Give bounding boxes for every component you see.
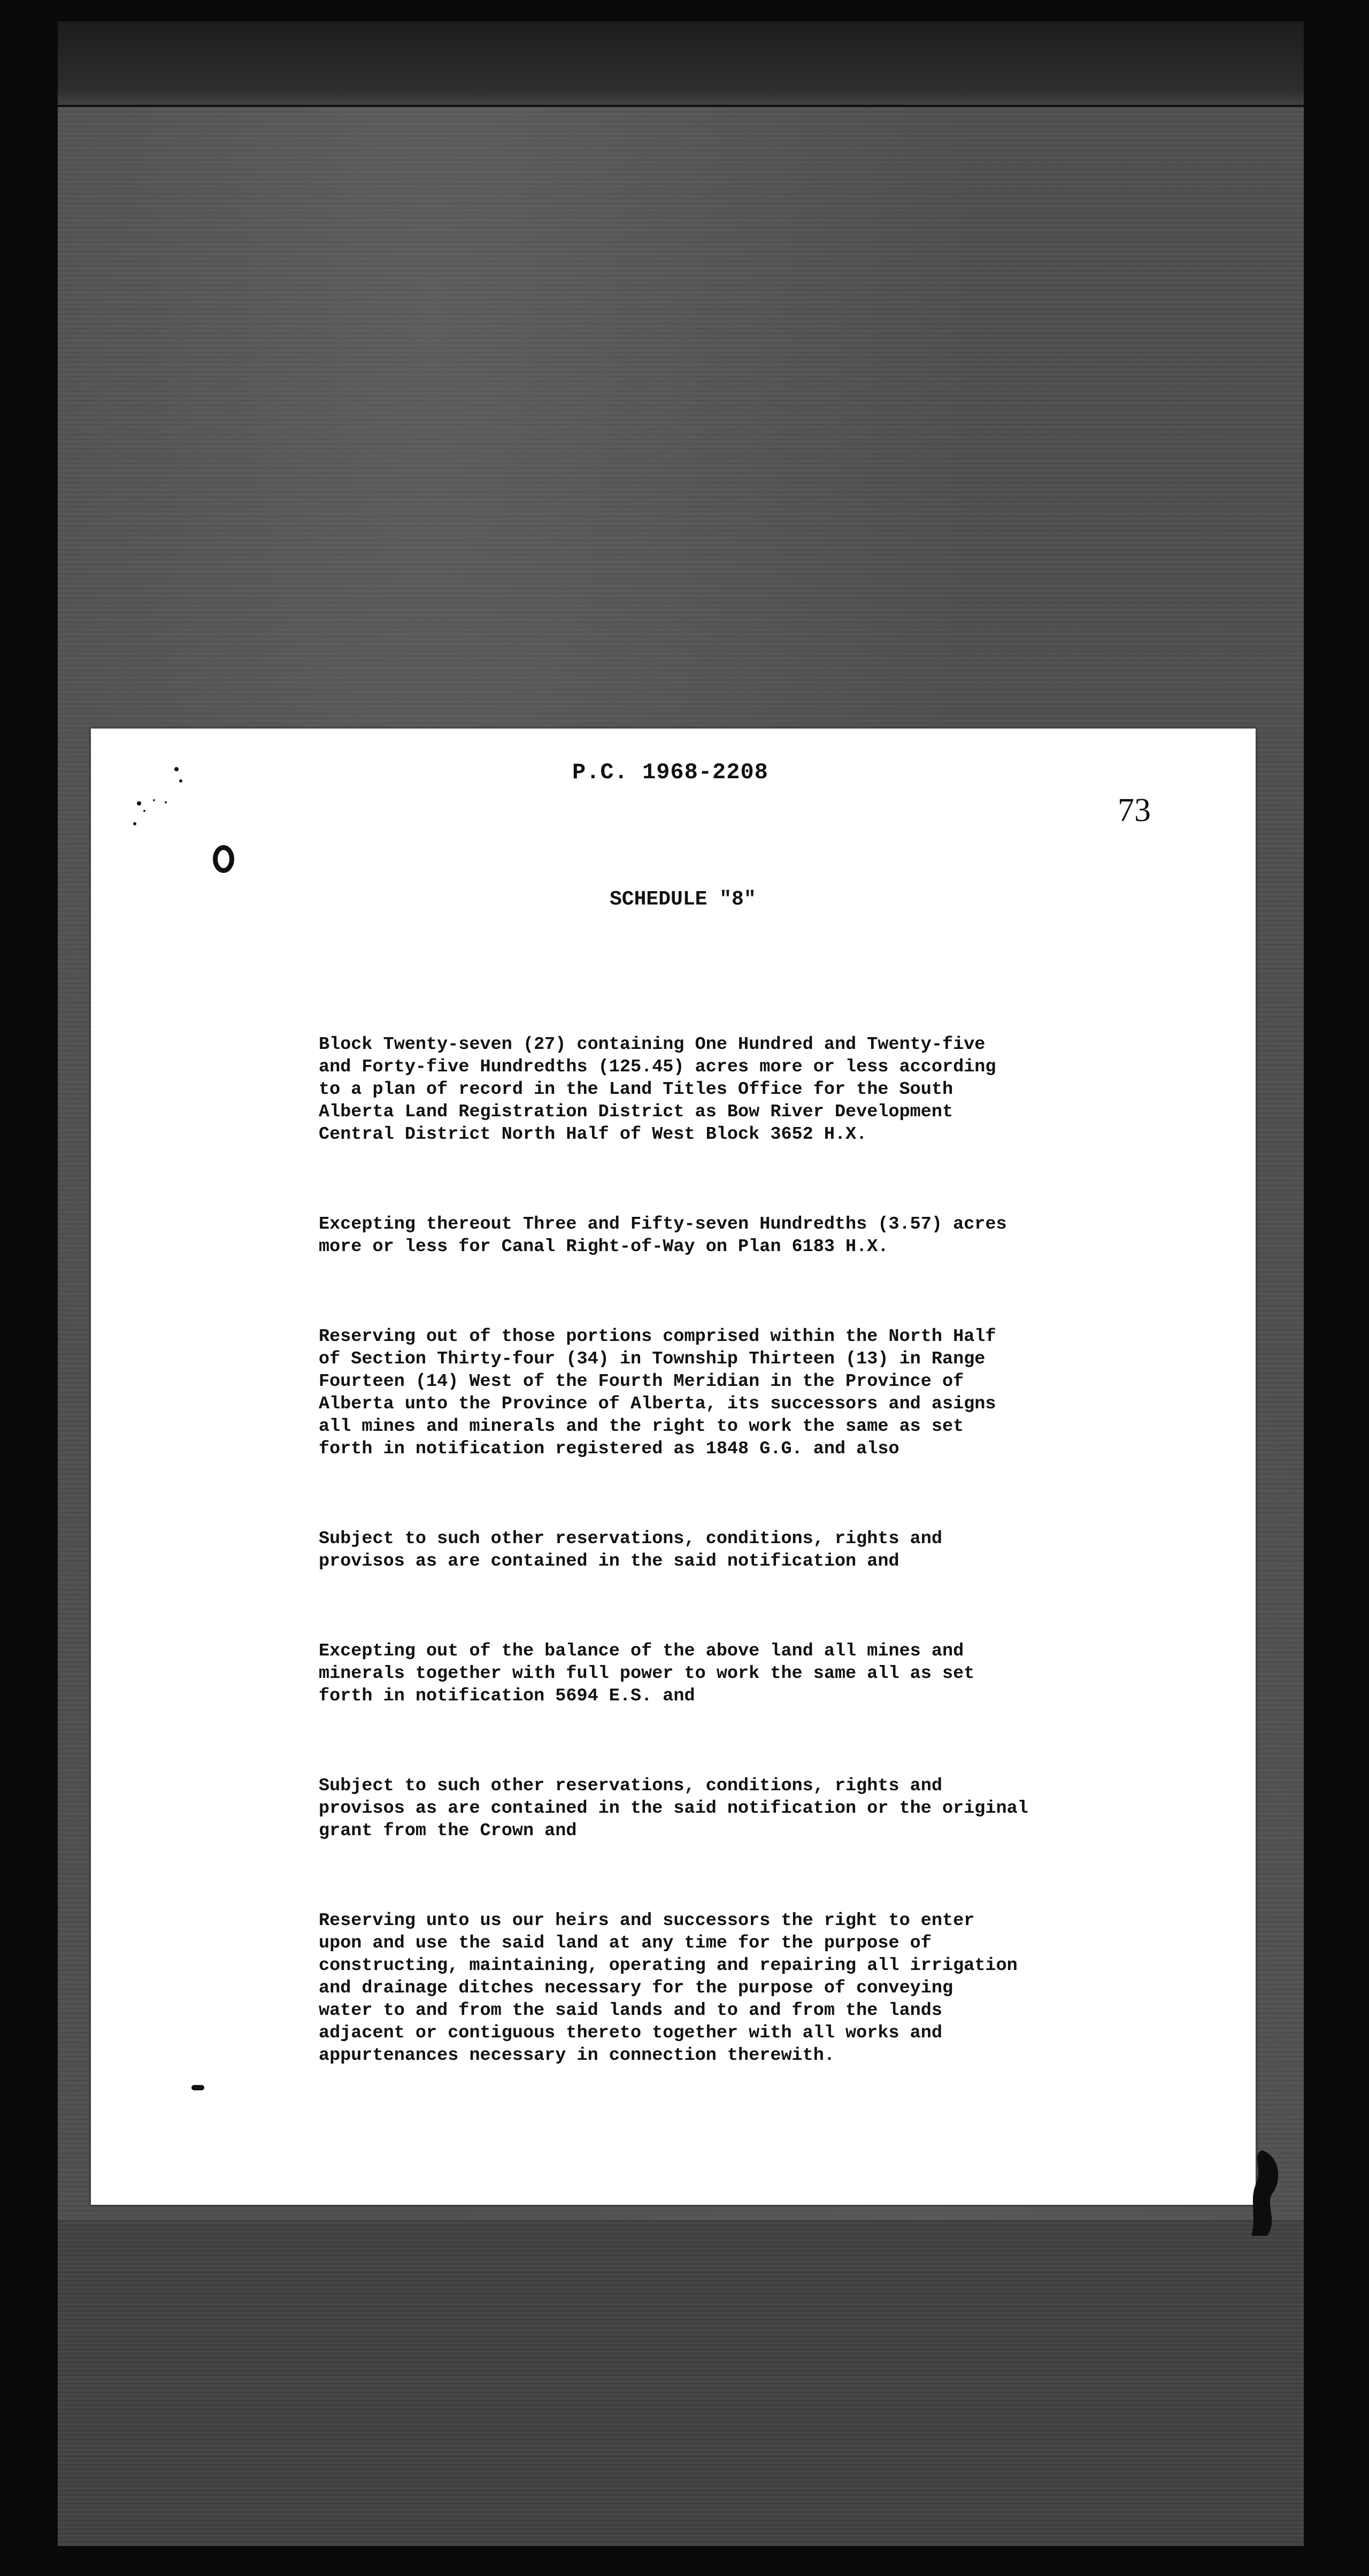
text-line: upon and use the said land at any time for the purpose of: [319, 1933, 932, 1953]
text-line: all mines and minerals and the right to work the same as set: [319, 1416, 964, 1437]
text-line: forth in notification registered as 1848 G.G. and also: [319, 1439, 899, 1459]
text-line: appurtenances necessary in connection therewith.: [319, 2045, 835, 2066]
text-line: grant from the Crown and: [319, 1821, 577, 1841]
text-line: minerals together with full power to work the same all as set: [319, 1663, 975, 1684]
ink-specks: [123, 765, 198, 840]
paragraph-irrigation-reservation: [319, 1910, 1121, 2067]
text-line: Block Twenty-seven (27) containing One Hundred and Twenty-five: [319, 1034, 986, 1055]
text-line: Reserving unto us our heirs and successors the right to enter: [319, 1911, 975, 1931]
text-line: Alberta unto the Province of Alberta, its successors and asigns: [319, 1394, 996, 1414]
edge-smudge: [1246, 2145, 1289, 2241]
text-line: Excepting out of the balance of the above land all mines and: [319, 1641, 964, 1661]
text-line: Reserving out of those portions comprised within the North Half: [319, 1327, 996, 1347]
text-line: provisos as are contained in the said notification or the original: [319, 1798, 1028, 1819]
schedule-title: SCHEDULE "8": [610, 888, 756, 911]
text-line: constructing, maintaining, operating and repairing all irrigation: [319, 1956, 1018, 1976]
text-line: adjacent or contiguous thereto together with all works and: [319, 2023, 942, 2043]
paragraph-subject-to-1: [319, 1528, 1121, 1573]
text-line: to a plan of record in the Land Titles Office for the South: [319, 1079, 953, 1100]
punch-hole-mark: [213, 845, 234, 873]
film-divider-line: [58, 105, 1304, 107]
paragraph-subject-to-2: [319, 1775, 1121, 1842]
text-line: Central District North Half of West Block 3652 H.X.: [319, 1124, 867, 1145]
paragraph-block-description: [319, 1033, 1121, 1146]
text-line: Excepting thereout Three and Fifty-seven Hundredths (3.57) acres: [319, 1214, 1007, 1235]
film-top-edge: [58, 21, 1304, 107]
text-line: forth in notification 5694 E.S. and: [319, 1686, 695, 1706]
text-line: and drainage ditches necessary for the purpose of conveying: [319, 1978, 953, 1998]
paragraph-canal-exception: [319, 1213, 1121, 1258]
order-number-header: P.C. 1968-2208: [572, 760, 768, 785]
text-line: Fourteen (14) West of the Fourth Meridian in the Province of: [319, 1371, 964, 1392]
text-line: Subject to such other reservations, conditions, rights and: [319, 1776, 942, 1796]
ink-dash: [191, 2085, 204, 2090]
paragraph-mineral-reservation: [319, 1325, 1121, 1460]
text-line: Alberta Land Registration District as Bow River Development: [319, 1102, 953, 1122]
paragraph-mines-exception: [319, 1640, 1121, 1707]
page-number: 73: [1118, 792, 1151, 829]
text-line: Subject to such other reservations, conditions, rights and: [319, 1529, 942, 1549]
text-line: of Section Thirty-four (34) in Township Thirteen (13) in Range: [319, 1349, 986, 1369]
film-bottom-area: [58, 2220, 1304, 2546]
text-line: provisos as are contained in the said notification and: [319, 1551, 899, 1571]
document-body: [319, 988, 1121, 2112]
text-line: more or less for Canal Right-of-Way on Plan 6183 H.X.: [319, 1237, 889, 1257]
text-line: and Forty-five Hundredths (125.45) acres more or less according: [319, 1057, 996, 1077]
text-line: water to and from the said lands and to and from the lands: [319, 2000, 942, 2021]
